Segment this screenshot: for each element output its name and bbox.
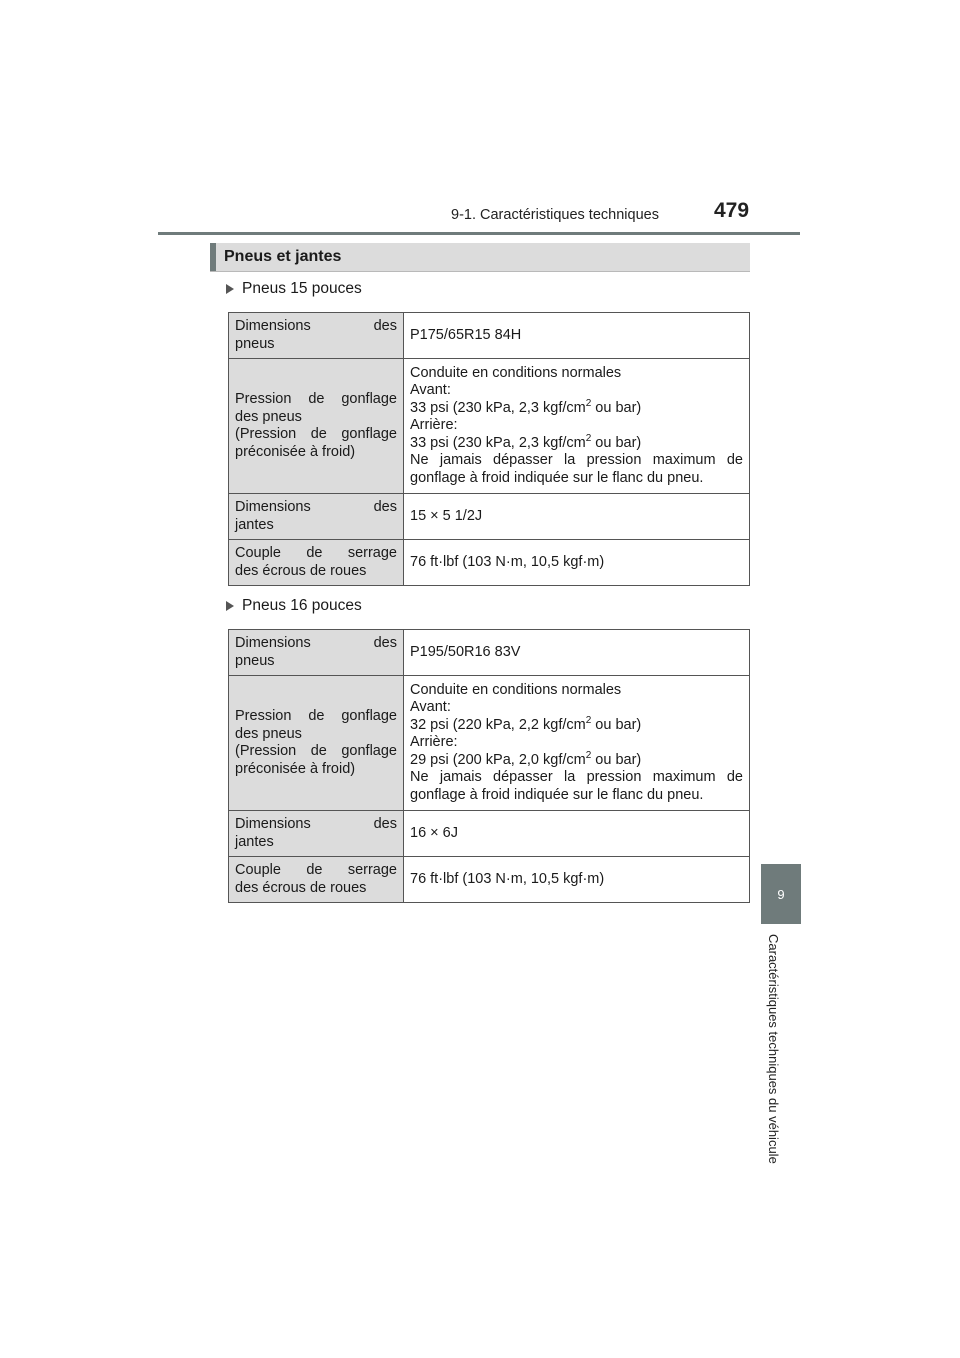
row-value: P195/50R16 83V [404,630,750,676]
table-row [229,857,750,903]
row-value [404,676,750,811]
label-line: jantes [235,516,274,533]
row-value: 76 ft·lbf (103 N·m, 10,5 kgf·m) [404,857,750,903]
rear-label: Arrière: [410,734,458,751]
label-line: pneus [235,335,275,352]
condition-line: Conduite en conditions normales [410,364,622,381]
row-label [229,857,404,903]
warning-line: Ne jamais dépasser la pression maximum de [410,452,743,469]
row-label [229,359,404,494]
label-line: des écrous de roues [235,879,367,896]
table-row [229,313,750,359]
chapter-tab [761,864,801,924]
section-title: Pneus et jantes [224,248,342,265]
warning-line: gonflage à froid indiquée sur le flanc du pneu. [410,786,704,803]
spec-table-15-inch [228,312,750,586]
row-label [229,676,404,811]
row-value: 16 × 6J [404,811,750,857]
table-row [229,676,750,811]
label-line: des pneus [235,725,302,742]
label-line: préconisée à froid) [235,443,356,460]
subheading-15-inch [226,280,362,298]
triangle-bullet-icon [226,284,234,294]
condition-line: Conduite en conditions normales [410,681,622,698]
label-line: jantes [235,833,274,850]
table-row [229,359,750,494]
label-line: Pression de gonflage [235,708,397,724]
label-line: (Pression de gonflage [235,426,397,442]
chapter-number: 9 [777,886,785,902]
label-line: pneus [235,652,275,669]
rear-pressure: 29 psi (200 kPa, 2,0 kgf/$cm^2$ ou bar) [410,749,642,768]
section-accent-bar [210,243,216,271]
row-label [229,494,404,540]
table-row [229,811,750,857]
label-line: (Pression de gonflage [235,743,397,759]
row-value: P175/65R15 84H [404,313,750,359]
front-label: Avant: [410,699,451,716]
table-row [229,494,750,540]
label-line: Couple de serrage [235,545,397,561]
label-line: Couple de serrage [235,862,397,878]
label-line: des écrous de roues [235,562,367,579]
warning-line: gonflage à froid indiquée sur le flanc du pneu. [410,469,704,486]
label-line: Dimensions des [235,816,397,832]
label-line: préconisée à froid) [235,760,356,777]
header-rule [158,232,800,235]
subheading-16-inch [226,597,362,615]
row-label [229,630,404,676]
table-row [229,540,750,586]
label-line: des pneus [235,408,302,425]
row-label [229,540,404,586]
subheading-label: Pneus 15 pouces [242,280,362,297]
page-number: 479 [714,199,750,222]
front-pressure: 33 psi (230 kPa, 2,3 kgf/$cm^2$ ou bar) [410,397,642,416]
label-line: Pression de gonflage [235,391,397,407]
rear-label: Arrière: [410,417,458,434]
table-row [229,630,750,676]
label-line: Dimensions des [235,635,397,651]
row-value: 15 × 5 1/2J [404,494,750,540]
row-label [229,313,404,359]
chapter-title: Caractéristiques techniques du véhicule [766,934,781,1164]
label-line: Dimensions des [235,499,397,515]
row-value [404,359,750,494]
row-value: 76 ft·lbf (103 N·m, 10,5 kgf·m) [404,540,750,586]
front-label: Avant: [410,382,451,399]
spec-table-16-inch [228,629,750,903]
row-label [229,811,404,857]
section-heading [210,243,750,272]
label-line: Dimensions des [235,318,397,334]
front-pressure: 32 psi (220 kPa, 2,2 kgf/$cm^2$ ou bar) [410,714,642,733]
header-section-title: 9-1. Caractéristiques techniques [451,207,659,223]
rear-pressure: 33 psi (230 kPa, 2,3 kgf/$cm^2$ ou bar) [410,432,642,451]
warning-line: Ne jamais dépasser la pression maximum de [410,769,743,786]
triangle-bullet-icon [226,601,234,611]
subheading-label: Pneus 16 pouces [242,597,362,614]
